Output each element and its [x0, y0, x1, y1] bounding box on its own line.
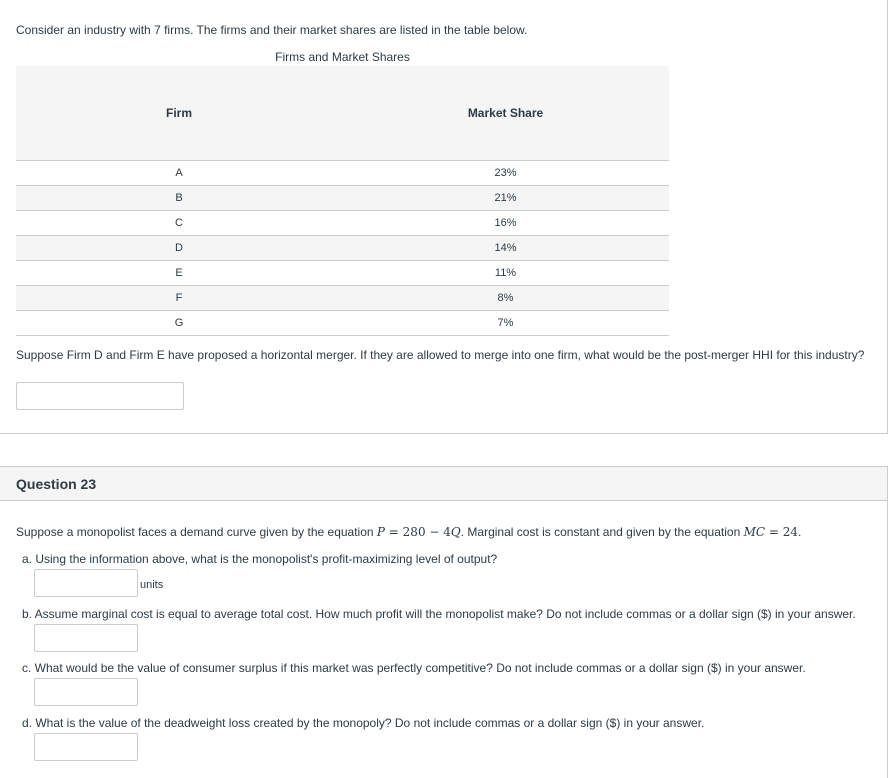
- mc-rhs: = 24: [765, 525, 798, 539]
- share-cell: 11%: [494, 267, 517, 279]
- part-a-input[interactable]: [34, 569, 138, 597]
- firm-cell: F: [175, 292, 183, 304]
- question-23-panel: [0, 466, 888, 778]
- question-stem: [16, 525, 801, 539]
- part-d-text: d. What is the value of the deadweight loss created by the monopoly? Do not include commas or a dollar sign ($) in your answer.: [22, 716, 705, 730]
- question-header: [0, 467, 887, 501]
- table-row: [16, 211, 669, 236]
- merger-question: Suppose Firm D and Firm E have proposed a horizontal merger. If they are allowed to merge into one firm, what would be the post-merger HHI for this industry?: [16, 348, 865, 362]
- stem-suffix: .: [798, 525, 802, 539]
- question-intro: Consider an industry with 7 firms. The firms and their market shares are listed in the table below.: [16, 23, 528, 37]
- table-row: [16, 311, 669, 336]
- firm-cell: G: [174, 317, 184, 329]
- firm-cell: D: [175, 242, 183, 254]
- column-header-market-share: Market Share: [467, 106, 544, 120]
- share-cell: 23%: [494, 167, 517, 179]
- demand-equation: [377, 525, 461, 539]
- demand-var: Q: [450, 525, 461, 539]
- firm-cell: C: [175, 217, 183, 229]
- firm-cell: E: [175, 267, 183, 279]
- demand-rhs: = 280 − 4: [384, 525, 451, 539]
- stem-middle: . Marginal cost is constant and given by the equation: [460, 525, 744, 539]
- share-cell: 14%: [494, 242, 517, 254]
- part-d-input[interactable]: [34, 733, 138, 761]
- column-header-firm: Firm: [165, 106, 192, 120]
- share-cell: 16%: [494, 217, 517, 229]
- part-c-text: c. What would be the value of consumer surplus if this market was perfectly competitive? Do not include commas or a dollar sign ($) in your answer.: [22, 661, 806, 675]
- part-b-input[interactable]: [34, 624, 138, 652]
- table-caption: Firms and Market Shares: [275, 50, 410, 64]
- share-cell: 7%: [497, 317, 514, 329]
- table-row: [16, 186, 669, 211]
- market-share-table: [16, 66, 669, 336]
- demand-lhs: P: [376, 525, 385, 539]
- mc-equation: [744, 525, 798, 539]
- part-a-text: a. Using the information above, what is the monopolist's profit-maximizing level of output?: [22, 552, 498, 566]
- stem-prefix: Suppose a monopolist faces a demand curve given by the equation: [16, 525, 377, 539]
- share-cell: 8%: [497, 292, 514, 304]
- firm-cell: B: [175, 192, 183, 204]
- table-row: [16, 261, 669, 286]
- table-row: [16, 161, 669, 186]
- hhi-answer-input[interactable]: [16, 382, 184, 410]
- question-title: Question 23: [16, 475, 97, 492]
- units-label: units: [140, 579, 164, 591]
- table-row: [16, 236, 669, 261]
- part-c-input[interactable]: [34, 678, 138, 706]
- table-header: [16, 66, 669, 161]
- mc-lhs: MC: [743, 525, 766, 539]
- table-row: [16, 286, 669, 311]
- part-b-text: b. Assume marginal cost is equal to average total cost. How much profit will the monopolist make? Do not include commas or a dollar sign ($) in your answer.: [22, 607, 856, 621]
- firm-cell: A: [175, 167, 183, 179]
- share-cell: 21%: [494, 192, 517, 204]
